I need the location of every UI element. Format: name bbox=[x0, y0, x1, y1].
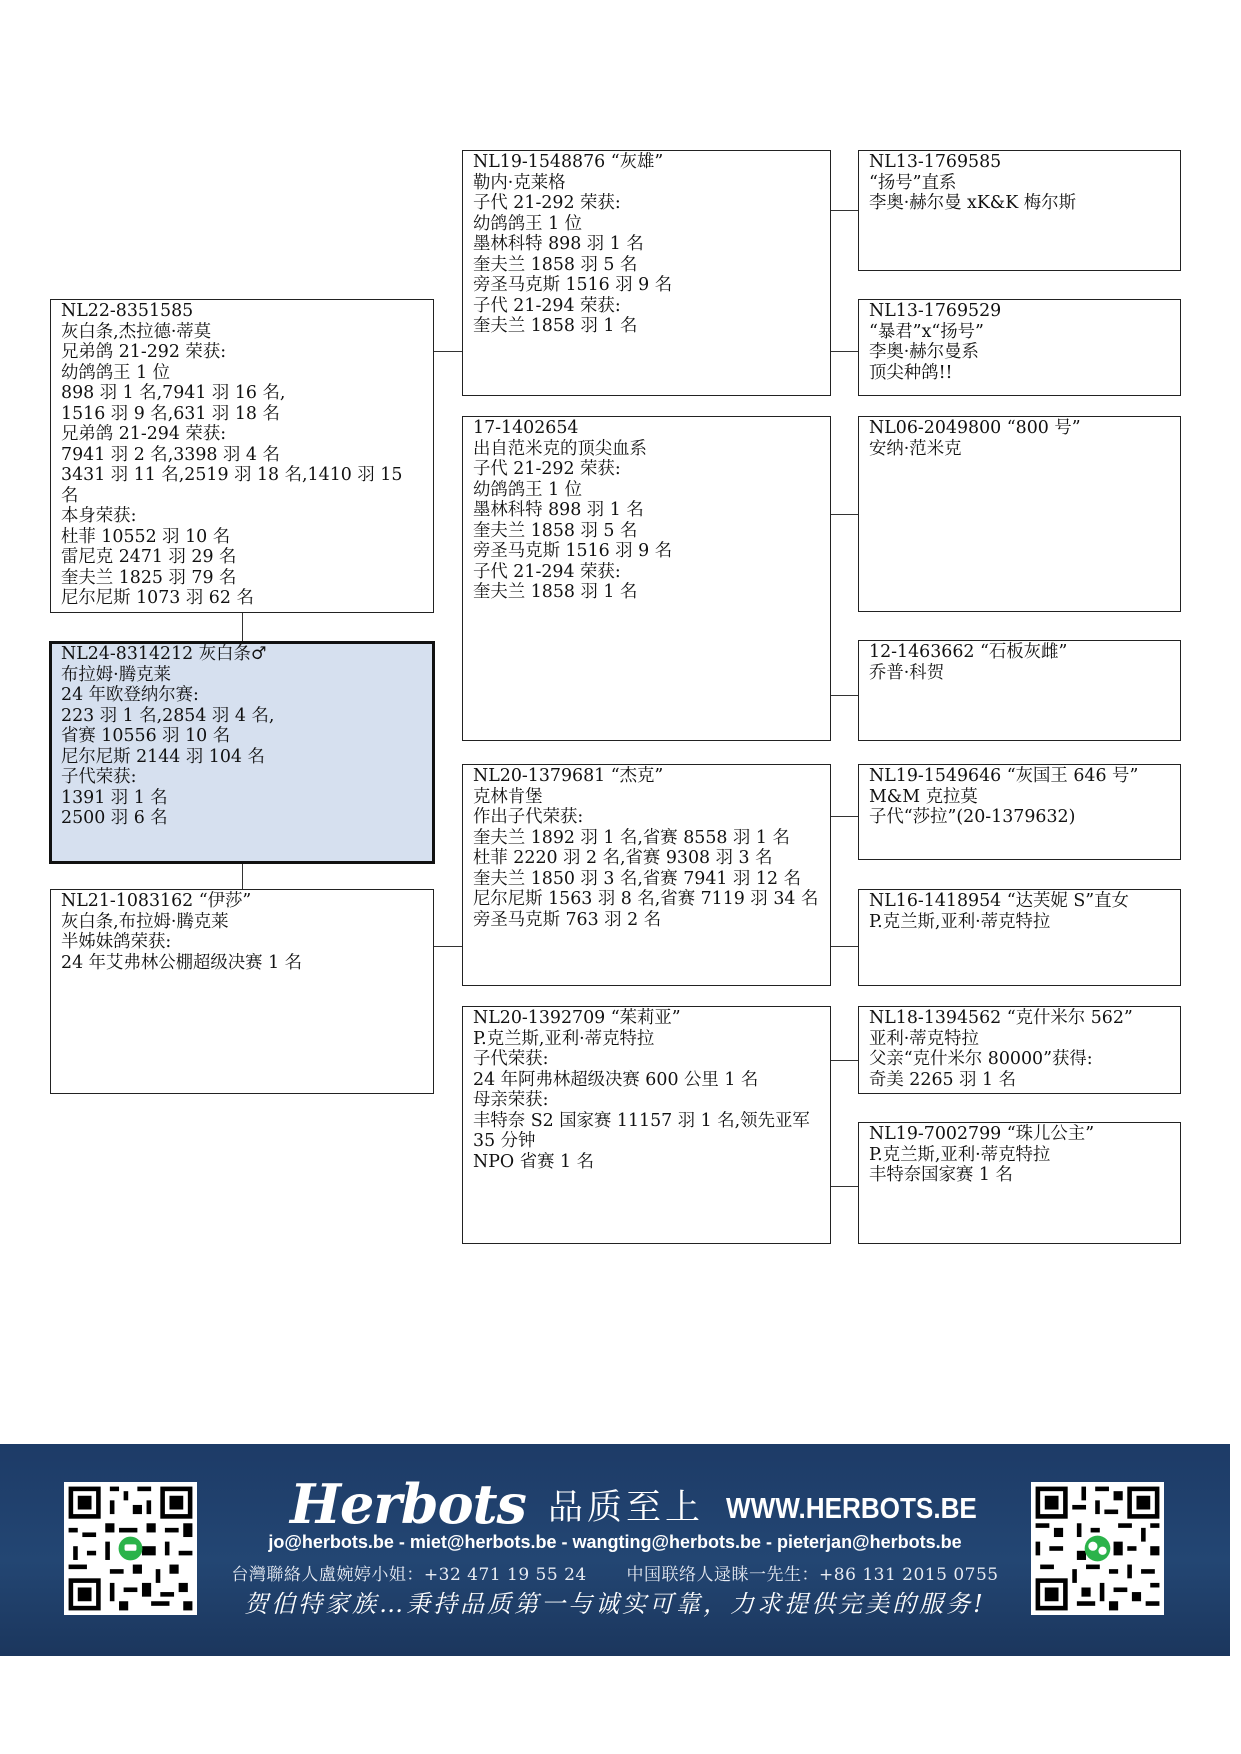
text-line: 1391 羽 1 名 bbox=[61, 787, 168, 808]
pedigree-sire-dam-card bbox=[462, 416, 831, 741]
text-line: P.克兰斯,亚利·蒂克特拉 bbox=[869, 1144, 1051, 1165]
text-line: 墨林科特 898 羽 1 名 bbox=[473, 500, 644, 520]
text-line: 幼鸽鸽王 1 位 bbox=[473, 213, 583, 234]
pedigree-dam-sire-card bbox=[462, 764, 831, 986]
website-link[interactable]: WWW.HERBOTS.BE bbox=[725, 1493, 977, 1525]
connector bbox=[434, 946, 464, 947]
text-line: 省赛 10556 羽 10 名 bbox=[61, 726, 231, 746]
connector bbox=[242, 612, 243, 644]
text-line: NL24-8314212 灰白条♂ bbox=[61, 644, 267, 664]
text-line: 兄弟鸽 21-294 荣获: bbox=[61, 424, 227, 444]
connector bbox=[434, 351, 464, 352]
contact-taiwan: 台灣聯絡人盧婉婷小姐：+32 471 19 55 24 bbox=[231, 1565, 587, 1585]
text-line: 1516 羽 9 名,631 羽 18 名 bbox=[61, 403, 280, 424]
text-line: NPO 省赛 1 名 bbox=[473, 1151, 594, 1172]
text-line: 24 年欧登纳尔赛: bbox=[61, 685, 199, 705]
footer-banner bbox=[0, 1444, 1230, 1656]
email-list[interactable]: jo@herbots.be - miet@herbots.be - wangting@herbots.be - pieterjan@herbots.be bbox=[268, 1532, 962, 1552]
pedigree-ggp-card bbox=[858, 416, 1181, 612]
text-line: 奎夫兰 1825 羽 79 名 bbox=[61, 567, 237, 588]
connector bbox=[830, 210, 860, 211]
text-line: 24 年阿弗林超级决赛 600 公里 1 名 bbox=[473, 1069, 759, 1090]
text-line: 子代 21-292 荣获: bbox=[473, 459, 621, 479]
text-line: 223 羽 1 名,2854 羽 4 名, bbox=[61, 705, 275, 726]
text-line: 本身荣获: bbox=[61, 506, 137, 526]
text-line: 雷尼克 2471 羽 29 名 bbox=[61, 547, 237, 567]
text-line: 出自范米克的顶尖血系 bbox=[473, 438, 647, 459]
text-line: 杜菲 2220 羽 2 名,省赛 9308 羽 3 名 bbox=[473, 848, 773, 868]
text-line: 奎夫兰 1850 羽 3 名,省赛 7941 羽 12 名 bbox=[473, 868, 801, 889]
pedigree-ggp-card bbox=[858, 299, 1181, 396]
text-line: 丰特奈国家赛 1 名 bbox=[869, 1165, 1013, 1185]
text-line: 子代 21-292 荣获: bbox=[473, 193, 621, 213]
text-line: “扬号”直系 bbox=[869, 172, 957, 193]
text-line: 丰特奈 S2 国家赛 11157 羽 1 名,领先亚军 35 分钟 bbox=[473, 1110, 810, 1151]
text-line: NL13-1769529 bbox=[869, 301, 1002, 321]
text-line: NL22-8351585 bbox=[61, 301, 194, 321]
pedigree-ggp-card bbox=[858, 150, 1181, 271]
qr-code-icon bbox=[1031, 1482, 1164, 1615]
text-line: 旁圣马克斯 1516 羽 9 名 bbox=[473, 541, 673, 561]
text-line: 李奥·赫尔曼 xK&K 梅尔斯 bbox=[869, 193, 1076, 213]
connector bbox=[830, 946, 860, 947]
text-line: 子代荣获: bbox=[473, 1049, 549, 1069]
pedigree-dam-dam-card bbox=[462, 1006, 831, 1244]
text-line: 克林肯堡 bbox=[473, 786, 543, 807]
text-line: 母亲荣获: bbox=[473, 1090, 549, 1110]
text-line: 奎夫兰 1858 羽 5 名 bbox=[473, 520, 638, 541]
text-line: 898 羽 1 名,7941 羽 16 名, bbox=[61, 383, 286, 403]
connector bbox=[830, 816, 860, 817]
text-line: 子代 21-294 荣获: bbox=[473, 295, 621, 316]
text-line: 子代 21-294 荣获: bbox=[473, 561, 621, 582]
connector bbox=[830, 695, 860, 696]
text-line: 奎夫兰 1858 羽 1 名 bbox=[473, 316, 638, 336]
text-line: 作出子代荣获: bbox=[473, 807, 584, 827]
connector bbox=[242, 862, 243, 890]
wechat-icon bbox=[1085, 1536, 1111, 1562]
text-line: 旁圣马克斯 763 羽 2 名 bbox=[473, 909, 662, 930]
text-line: 尼尔尼斯 1073 羽 62 名 bbox=[61, 588, 254, 608]
connector bbox=[830, 1060, 860, 1061]
herbots-logo: Herbots bbox=[290, 1472, 526, 1536]
pedigree-sire-card bbox=[50, 299, 434, 613]
text-line: P.克兰斯,亚利·蒂克特拉 bbox=[473, 1028, 655, 1049]
text-line: 17-1402654 bbox=[473, 418, 579, 438]
pedigree-ggp-card bbox=[858, 1122, 1181, 1244]
text-line: 奎夫兰 1892 羽 1 名,省赛 8558 羽 1 名 bbox=[473, 827, 790, 848]
text-line: NL16-1418954 “达芙妮 S”直女 bbox=[869, 891, 1129, 911]
text-line: M&M 克拉莫 bbox=[869, 786, 978, 807]
text-line: P.克兰斯,亚利·蒂克特拉 bbox=[869, 911, 1051, 932]
text-line: 奎夫兰 1858 羽 5 名 bbox=[473, 254, 638, 275]
text-line: 勒内·克莱格 bbox=[473, 172, 566, 193]
text-line: 子代荣获: bbox=[61, 767, 137, 787]
text-line: 亚利·蒂克特拉 bbox=[869, 1028, 979, 1049]
pedigree-ggp-card bbox=[858, 764, 1181, 860]
contact-china: 中国联络人逯睐一先生：+86 131 2015 0755 bbox=[626, 1565, 999, 1585]
text-line: 墨林科特 898 羽 1 名 bbox=[473, 234, 644, 254]
text-line: 乔普·科贺 bbox=[869, 662, 945, 683]
text-line: 顶尖种鸽!! bbox=[869, 362, 953, 383]
text-line: 子代“莎拉”(20-1379632) bbox=[869, 807, 1076, 827]
pedigree-ggp-card bbox=[858, 1006, 1181, 1094]
text-line: NL18-1394562 “克什米尔 562” bbox=[869, 1008, 1133, 1028]
connector bbox=[830, 1186, 860, 1187]
text-line: NL13-1769585 bbox=[869, 152, 1002, 172]
slogan: 贺伯特家族…秉持品质第一与诚实可靠，力求提供完美的服务! bbox=[244, 1590, 986, 1618]
text-line: 7941 羽 2 名,3398 羽 4 名 bbox=[61, 444, 280, 465]
text-line: 李奥·赫尔曼系 bbox=[869, 342, 979, 362]
qr-code-wechat[interactable] bbox=[1031, 1482, 1164, 1615]
text-line: 安纳·范米克 bbox=[869, 438, 962, 459]
text-line: 24 年艾弗林公棚超级决赛 1 名 bbox=[61, 952, 303, 973]
text-line: 布拉姆·腾克莱 bbox=[61, 664, 171, 685]
pedigree-ggp-card bbox=[858, 640, 1181, 741]
text-line: 半姊妹鸽荣获: bbox=[61, 932, 172, 952]
text-line: 灰白条,布拉姆·腾克莱 bbox=[61, 911, 229, 932]
text-line: 尼尔尼斯 1563 羽 8 名,省赛 7119 羽 34 名 bbox=[473, 889, 819, 909]
text-line: NL20-1392709 “茱莉亚” bbox=[473, 1008, 681, 1028]
tagline: 品质至上 bbox=[547, 1488, 704, 1528]
text-line: NL20-1379681 “杰克” bbox=[473, 766, 664, 786]
connector bbox=[830, 514, 860, 515]
text-line: 2500 羽 6 名 bbox=[61, 808, 168, 828]
text-line: 奎夫兰 1858 羽 1 名 bbox=[473, 582, 638, 602]
text-line: 尼尔尼斯 2144 羽 104 名 bbox=[61, 746, 265, 767]
text-line: NL06-2049800 “800 号” bbox=[869, 418, 1081, 438]
text-line: 旁圣马克斯 1516 羽 9 名 bbox=[473, 275, 673, 295]
text-line: NL19-1548876 “灰雄” bbox=[473, 152, 664, 172]
pedigree-subject-card bbox=[49, 641, 435, 864]
text-line: 奇美 2265 羽 1 名 bbox=[869, 1069, 1016, 1090]
text-line: NL19-1549646 “灰国王 646 号” bbox=[869, 766, 1139, 786]
pedigree-dam-card bbox=[50, 889, 434, 1094]
text-line: 幼鸽鸽王 1 位 bbox=[473, 479, 583, 500]
text-line: 12-1463662 “石板灰雌” bbox=[869, 642, 1068, 662]
pedigree-ggp-card bbox=[858, 889, 1181, 986]
text-line: 灰白条,杰拉德·蒂莫 bbox=[61, 321, 212, 342]
text-line: 幼鸽鸽王 1 位 bbox=[61, 362, 171, 383]
pedigree-sire-sire-card bbox=[462, 150, 831, 396]
text-line: NL19-7002799 “珠儿公主” bbox=[869, 1124, 1095, 1144]
text-line: 父亲“克什米尔 80000”获得: bbox=[869, 1049, 1093, 1069]
text-line: “暴君”x“扬号” bbox=[869, 321, 984, 342]
text-line: 兄弟鸽 21-292 荣获: bbox=[61, 342, 227, 362]
text-line: NL21-1083162 “伊莎” bbox=[61, 891, 252, 911]
brand-row bbox=[290, 1472, 1005, 1536]
connector bbox=[830, 351, 860, 352]
text-line: 3431 羽 11 名,2519 羽 18 名,1410 羽 15 名 bbox=[61, 465, 403, 506]
text-line: 杜菲 10552 羽 10 名 bbox=[61, 526, 231, 547]
